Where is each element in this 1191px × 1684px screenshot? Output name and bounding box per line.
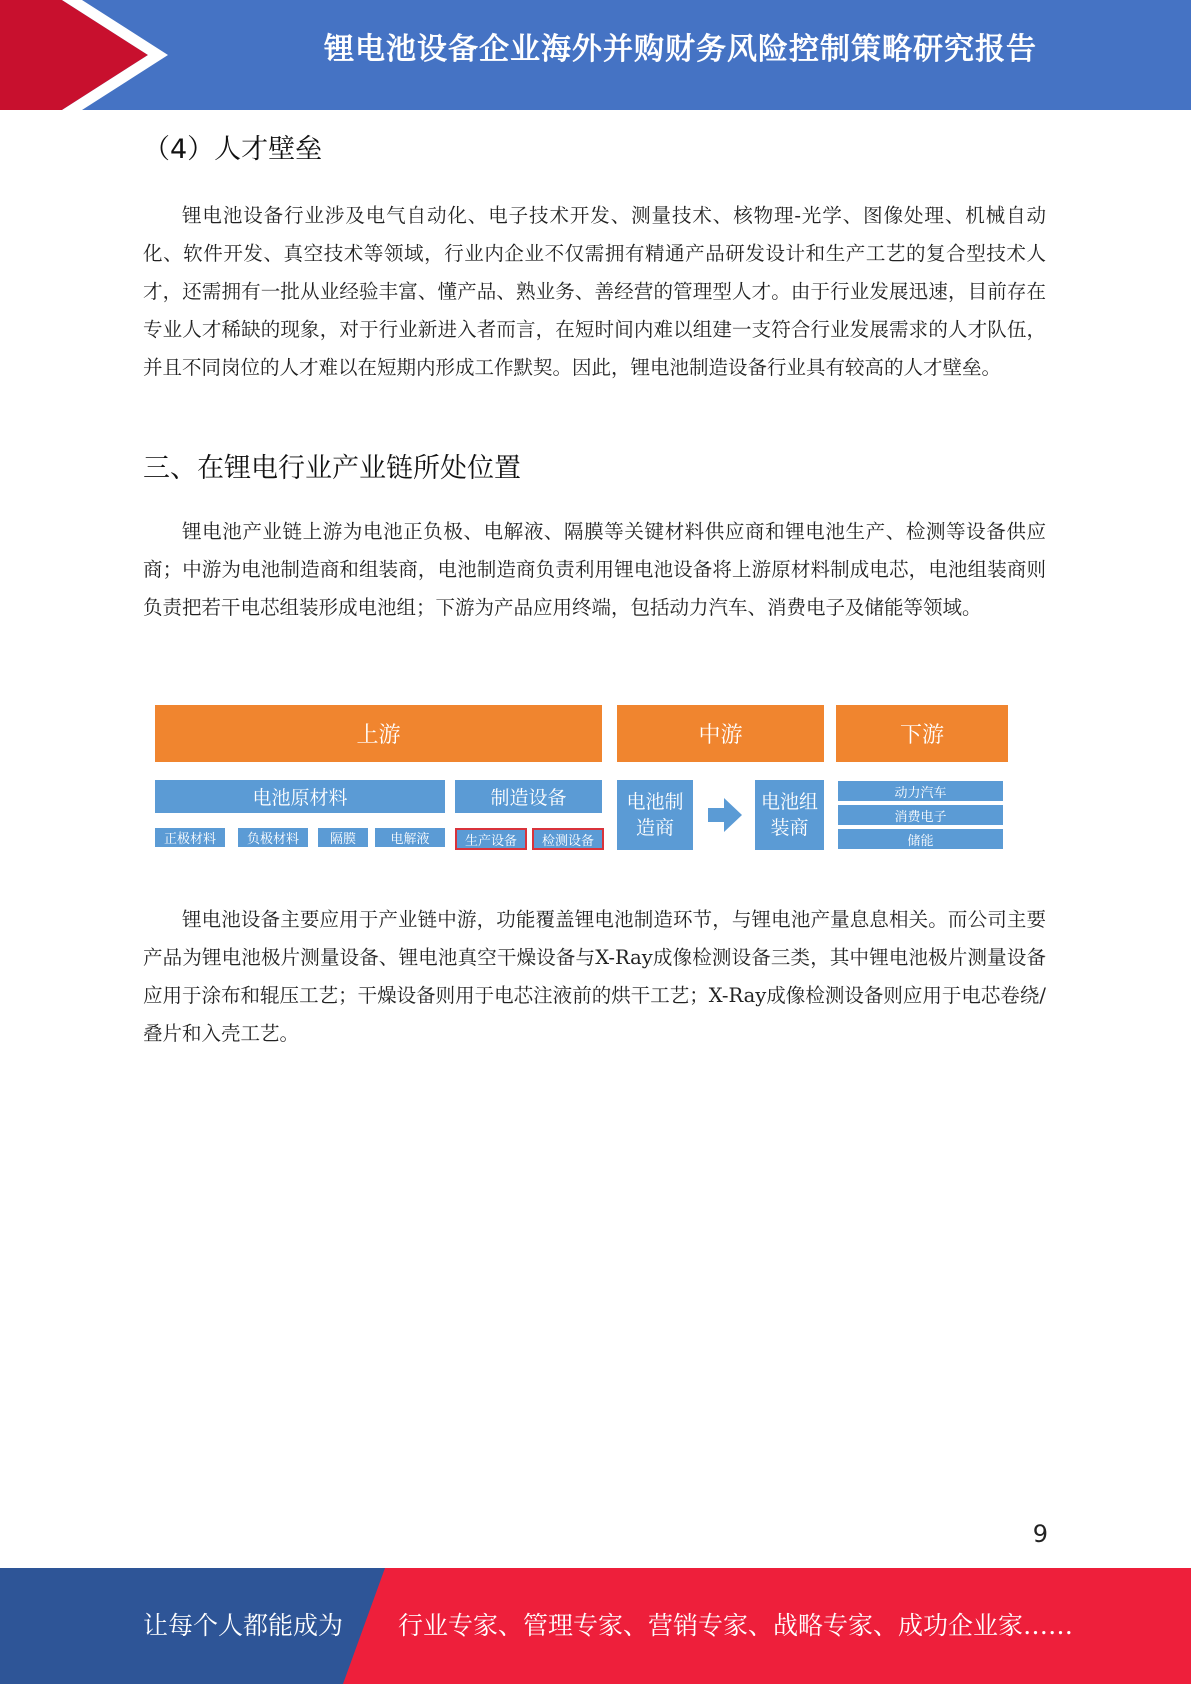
page-number: 9 <box>1032 1520 1048 1548</box>
page-footer <box>0 1568 1191 1684</box>
upstream-header: 上游 <box>155 705 602 762</box>
downstream-header: 下游 <box>836 705 1008 762</box>
manufacturer-box: 电池制造商 <box>617 780 693 850</box>
section-heading-talent-barrier: （4）人才壁垒 <box>143 134 323 165</box>
application-storage: 储能 <box>838 829 1003 849</box>
paragraph-equipment-application: 锂电池设备主要应用于产业链中游，功能覆盖锂电池制造环节，与锂电池产量息息相关。而公司主要产品为锂电池极片测量设备、锂电池真空干燥设备与X-Ray成像检测设备三类，其中锂电池极片测量设备应用于涂布和辊压工艺；干燥设备则用于电芯注液前的烘干工艺；X-Ray成像检测设备则应用于电芯卷绕/叠片和入壳工艺。 <box>143 908 1046 1045</box>
midstream-header: 中游 <box>617 705 824 762</box>
material-cathode: 正极材料 <box>155 828 225 847</box>
footer-slogan-right: 行业专家、管理专家、营销专家、战略专家、成功企业家…… <box>398 1611 1074 1640</box>
industry-chain-diagram <box>155 705 1008 855</box>
footer-slogan-left: 让每个人都能成为 <box>143 1611 344 1640</box>
equipment-box: 制造设备 <box>455 780 602 813</box>
section-heading-industry-chain: 三、在锂电行业产业链所处位置 <box>143 453 521 484</box>
page-header <box>0 0 1191 110</box>
equipment-production: 生产设备 <box>455 828 527 850</box>
right-arrow-icon <box>708 796 742 834</box>
material-separator: 隔膜 <box>318 828 368 847</box>
application-consumer: 消费电子 <box>838 805 1003 825</box>
equipment-inspection: 检测设备 <box>532 828 604 850</box>
material-anode: 负极材料 <box>238 828 308 847</box>
paragraph-talent-barrier: 锂电池设备行业涉及电气自动化、电子技术开发、测量技术、核物理-光学、图像处理、机械自动化、软件开发、真空技术等领域，行业内企业不仅需拥有精通产品研发设计和生产工艺的复合型技术人才，还需拥有一批从业经验丰富、懂产品、熟业务、善经营的管理型人才。由于行业发展迅速，目前存在专业人才稀缺的现象，对于行业新进入者而言，在短时间内难以组建一支符合行业发展需求的人才队伍，并且不同岗位的人才难以在短期内形成工作默契。因此，锂电池制造设备行业具有较高的人才壁垒。 <box>143 204 1046 379</box>
assembler-box: 电池组装商 <box>755 780 824 850</box>
material-electrolyte: 电解液 <box>375 828 445 847</box>
application-ev: 动力汽车 <box>838 781 1003 801</box>
paragraph-industry-chain: 锂电池产业链上游为电池正负极、电解液、隔膜等关键材料供应商和锂电池生产、检测等设备供应商；中游为电池制造商和组装商，电池制造商负责利用锂电池设备将上游原材料制成电芯，电池组装商则负责把若干电芯组装形成电池组；下游为产品应用终端，包括动力汽车、消费电子及储能等领域。 <box>143 520 1046 619</box>
raw-materials-box: 电池原材料 <box>155 780 445 813</box>
report-title: 锂电池设备企业海外并购财务风险控制策略研究报告 <box>324 32 1037 67</box>
